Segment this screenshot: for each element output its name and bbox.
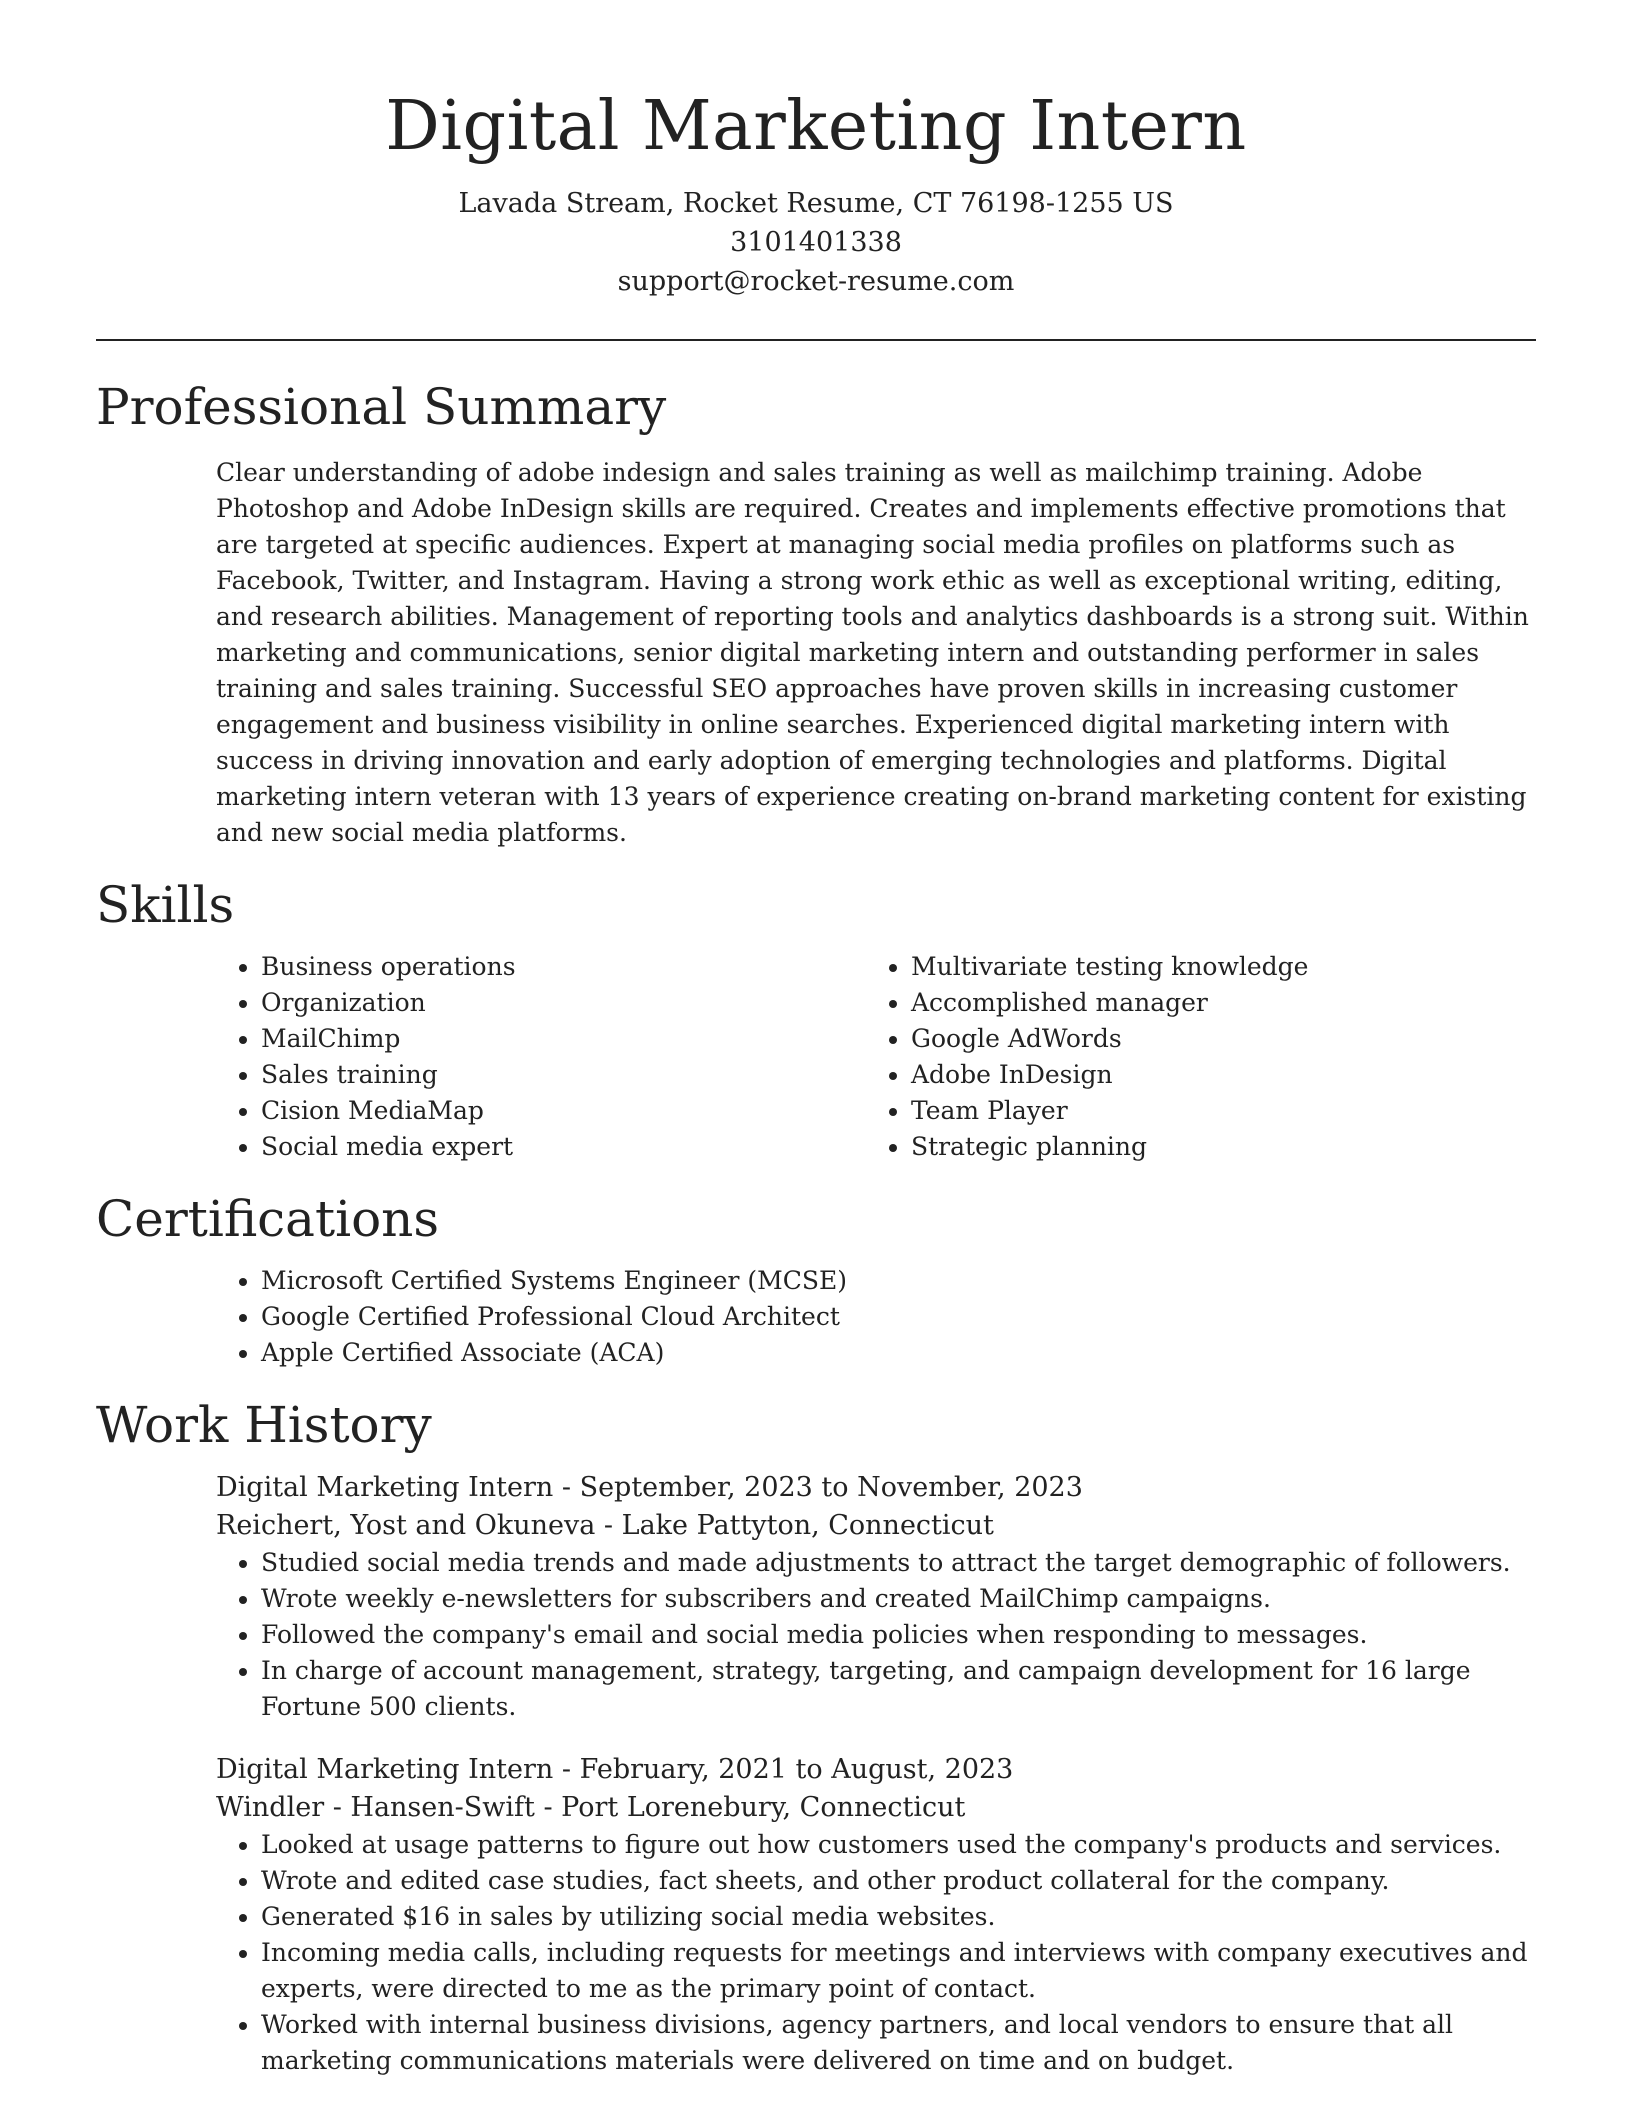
- job-company: Windler - Hansen-Swift: [216, 1792, 535, 1823]
- skill-item: • Team Player: [911, 1093, 1516, 1129]
- job-duty: • Followed the company's email and social media policies when responding to messages.: [261, 1617, 1536, 1653]
- job-company-line: [216, 1789, 1536, 1827]
- summary-heading: Professional Summary: [96, 378, 667, 436]
- certification-item: • Apple Certified Associate (ACA): [261, 1335, 1536, 1371]
- contact-email: support@rocket-resume.com: [617, 266, 1015, 297]
- work-history-heading: Work History: [96, 1396, 432, 1454]
- header-divider: [96, 339, 1536, 341]
- job-duty: • Incoming media calls, including requests for meetings and interviews with company executives and experts, were directed to me as the primary point of contact.: [261, 1935, 1536, 2007]
- skills-column-left: [216, 949, 866, 1165]
- job-title-line: [216, 1751, 1536, 1789]
- job-duty: • In charge of account management, strategy, targeting, and campaign development for 16 large Fortune 500 clients.: [261, 1653, 1536, 1725]
- job-separator: -: [595, 1510, 622, 1541]
- job-title: Digital Marketing Intern: [216, 1754, 554, 1785]
- job-company: Reichert, Yost and Okuneva: [216, 1510, 596, 1541]
- job-location: Lake Pattyton, Connecticut: [621, 1510, 994, 1541]
- job-duties: [216, 1545, 1536, 1725]
- job-duty: • Wrote and edited case studies, fact sheets, and other product collateral for the company.: [261, 1863, 1536, 1899]
- skill-item: • Sales training: [261, 1057, 866, 1093]
- skill-item: • Adobe InDesign: [911, 1057, 1516, 1093]
- resume-title: Digital Marketing Intern: [385, 87, 1247, 166]
- job-location: Port Lorenebury, Connecticut: [561, 1792, 966, 1823]
- skill-item: • Social media expert: [261, 1129, 866, 1165]
- job-duty: • Wrote weekly e-newsletters for subscribers and created MailChimp campaigns.: [261, 1581, 1536, 1617]
- job-entry: [216, 1469, 1536, 1725]
- skills-column-right: [866, 949, 1516, 1165]
- job-duties: [216, 1827, 1536, 2079]
- certifications-list: [216, 1263, 1536, 1371]
- resume-page: [96, 0, 1536, 2079]
- skill-item: • Business operations: [261, 949, 866, 985]
- job-title-line: [216, 1469, 1536, 1507]
- job-separator: -: [553, 1472, 580, 1503]
- skills-list: [216, 949, 1536, 1165]
- job-separator: -: [534, 1792, 562, 1823]
- job-company-line: [216, 1507, 1536, 1545]
- skill-item: • MailChimp: [261, 1021, 866, 1057]
- job-duty: • Looked at usage patterns to figure out how customers used the company's products and services.: [261, 1827, 1536, 1863]
- skill-item: • Cision MediaMap: [261, 1093, 866, 1129]
- skills-heading: Skills: [96, 876, 235, 934]
- certifications-heading: Certifications: [96, 1190, 440, 1248]
- summary-text: Clear understanding of adobe indesign and sales training as well as mailchimp training. Adobe Photoshop and Adobe InDesign skills are required. Creates and implements effective promotions that are targeted at specific audiences. Expert at managing social media profiles on platforms such as Facebook, Twitter, and Instagram. Having a strong work ethic as well as exceptional writing, editing, and research abilities. Management of reporting tools and analytics dashboards is a strong suit. Within marketing and communications, senior digital marketing intern and outstanding performer in sales training and sales training. Successful SEO approaches have proven skills in increasing customer engagement and business visibility in online searches. Experienced digital marketing intern with success in driving innovation and early adoption of emerging technologies and platforms. Digital marketing intern veteran with 13 years of experience creating on-brand marketing content for existing and new social media platforms.: [216, 458, 1529, 847]
- job-duty: • Studied social media trends and made adjustments to attract the target demographic of followers.: [261, 1545, 1536, 1581]
- skill-item: • Google AdWords: [911, 1021, 1516, 1057]
- job-dates: September, 2023 to November, 2023: [579, 1472, 1083, 1503]
- contact-phone: 3101401338: [730, 227, 902, 258]
- contact-block: [96, 184, 1536, 301]
- skill-item: • Accomplished manager: [911, 985, 1516, 1021]
- job-dates: February, 2021 to August, 2023: [579, 1754, 1014, 1785]
- skill-item: • Strategic planning: [911, 1129, 1516, 1165]
- certification-item: • Microsoft Certified Systems Engineer (MCSE): [261, 1263, 1536, 1299]
- certification-item: • Google Certified Professional Cloud Architect: [261, 1299, 1536, 1335]
- job-duty: • Worked with internal business divisions, agency partners, and local vendors to ensure that all marketing communications materials were delivered on time and on budget.: [261, 2007, 1536, 2079]
- skill-item: • Multivariate testing knowledge: [911, 949, 1516, 985]
- job-duty: • Generated $16 in sales by utilizing social media websites.: [261, 1899, 1536, 1935]
- contact-address: Lavada Stream, Rocket Resume, CT 76198-1255 US: [458, 188, 1174, 219]
- job-title: Digital Marketing Intern: [216, 1472, 554, 1503]
- skill-item: • Organization: [261, 985, 866, 1021]
- job-separator: -: [553, 1754, 580, 1785]
- job-entry: [216, 1751, 1536, 2079]
